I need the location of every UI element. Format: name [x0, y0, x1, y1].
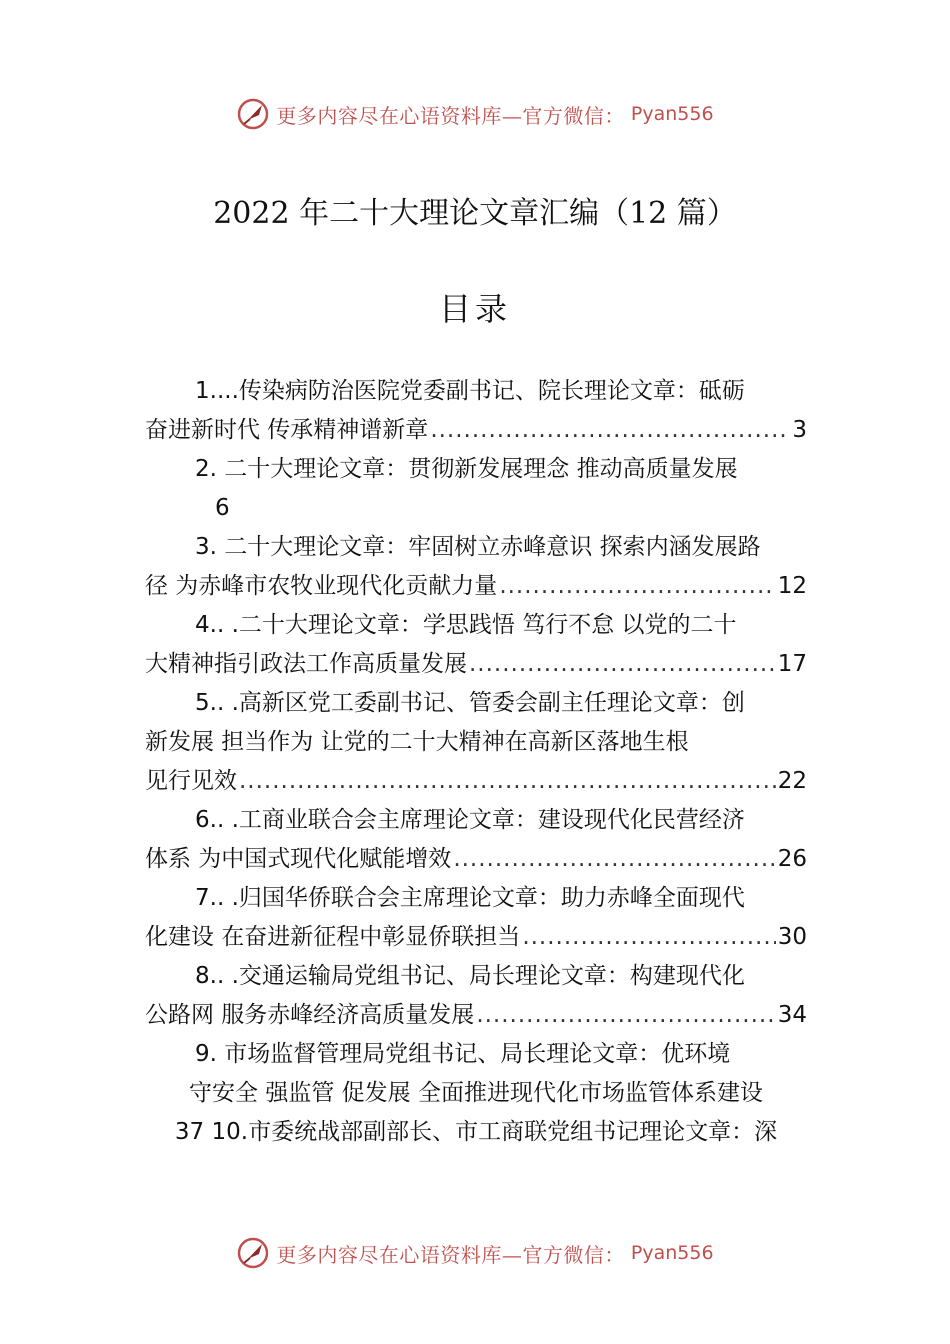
toc-entry-3-line1[interactable]: 3. 二十大理论文章：牢固树立赤峰意识 探索内涵发展路: [195, 534, 761, 560]
header-wechat-id: Pyan556: [630, 103, 714, 125]
toc-entry-6-line1[interactable]: 6.. .工商业联合会主席理论文章：建设现代化民营经济: [195, 807, 745, 833]
toc-entry-7-page: 30: [777, 924, 807, 950]
toc-entry-1-line1[interactable]: 1....传染病防治医院党委副书记、院长理论文章：砥砺: [195, 378, 745, 404]
toc-entry-5-line1[interactable]: 5.. .高新区党工委副书记、管委会副主任理论文章：创: [195, 690, 745, 716]
toc-entry-8-line1[interactable]: 8.. .交通运输局党组书记、局长理论文章：构建现代化: [195, 963, 745, 989]
toc-entry-8-line2[interactable]: 公路网 服务赤峰经济高质量发展 ..... 34: [145, 996, 807, 1035]
toc-entry-7-line1[interactable]: 7.. .归国华侨联合会主席理论文章：助力赤峰全面现代: [195, 885, 745, 911]
toc-entry-6-line2[interactable]: 体系 为中国式现代化赋能增效 ..... 26: [145, 840, 807, 879]
quill-logo-icon: [236, 97, 270, 131]
toc-entry-8-page: 34: [777, 1002, 807, 1028]
toc-entry-2-line1[interactable]: 2. 二十大理论文章：贯彻新发展理念 推动高质量发展: [195, 456, 738, 482]
toc-entry-3-page: 12: [777, 573, 807, 599]
toc-heading: 目录: [438, 290, 511, 328]
toc-entry-3-line2[interactable]: 径 为赤峰市农牧业现代化贡献力量 ..... 12: [145, 567, 807, 606]
header-banner: [0, 92, 950, 136]
toc-entry-4-page: 17: [777, 651, 807, 677]
toc-entry-2-page[interactable]: 6: [215, 495, 230, 521]
toc-entry-1-page: 3: [792, 417, 807, 443]
toc-entry-1-line2[interactable]: 奋进新时代 传承精神谱新章 ..... 3: [145, 411, 807, 450]
toc-entry-9-line2[interactable]: 守安全 强监管 促发展 全面推进现代化市场监管体系建设: [189, 1080, 763, 1106]
toc-entry-5-line2[interactable]: 新发展 担当作为 让党的二十大精神在高新区落地生根: [145, 729, 689, 755]
toc-entry-4-line2[interactable]: 大精神指引政法工作高质量发展 ..... 17: [145, 645, 807, 684]
toc-entry-9-line1[interactable]: 9. 市场监督管理局党组书记、局长理论文章：优环境: [195, 1041, 731, 1067]
toc-entry-4-line1[interactable]: 4.. .二十大理论文章：学思践悟 笃行不怠 以党的二十: [195, 612, 737, 638]
header-banner-text: 更多内容尽在心语资料库—官方微信：: [276, 103, 625, 128]
table-of-contents: [145, 372, 807, 1152]
footer-banner: [0, 1231, 950, 1275]
toc-entry-5-page: 22: [777, 768, 807, 794]
footer-banner-text: 更多内容尽在心语资料库—官方微信：: [276, 1242, 625, 1267]
footer-wechat-id: Pyan556: [630, 1242, 714, 1264]
toc-entry-7-line2[interactable]: 化建设 在奋进新征程中彰显侨联担当 ..... 30: [145, 918, 807, 957]
document-title: 2022 年二十大理论文章汇编（12 篇）: [213, 196, 737, 231]
quill-logo-icon: [236, 1236, 270, 1270]
toc-entry-5-line3[interactable]: 见行见效 ..... 22: [145, 762, 807, 801]
toc-entry-9-line3[interactable]: 37 10.市委统战部副部长、市工商联党组书记理论文章：深: [174, 1119, 778, 1145]
toc-entry-6-page: 26: [777, 846, 807, 872]
